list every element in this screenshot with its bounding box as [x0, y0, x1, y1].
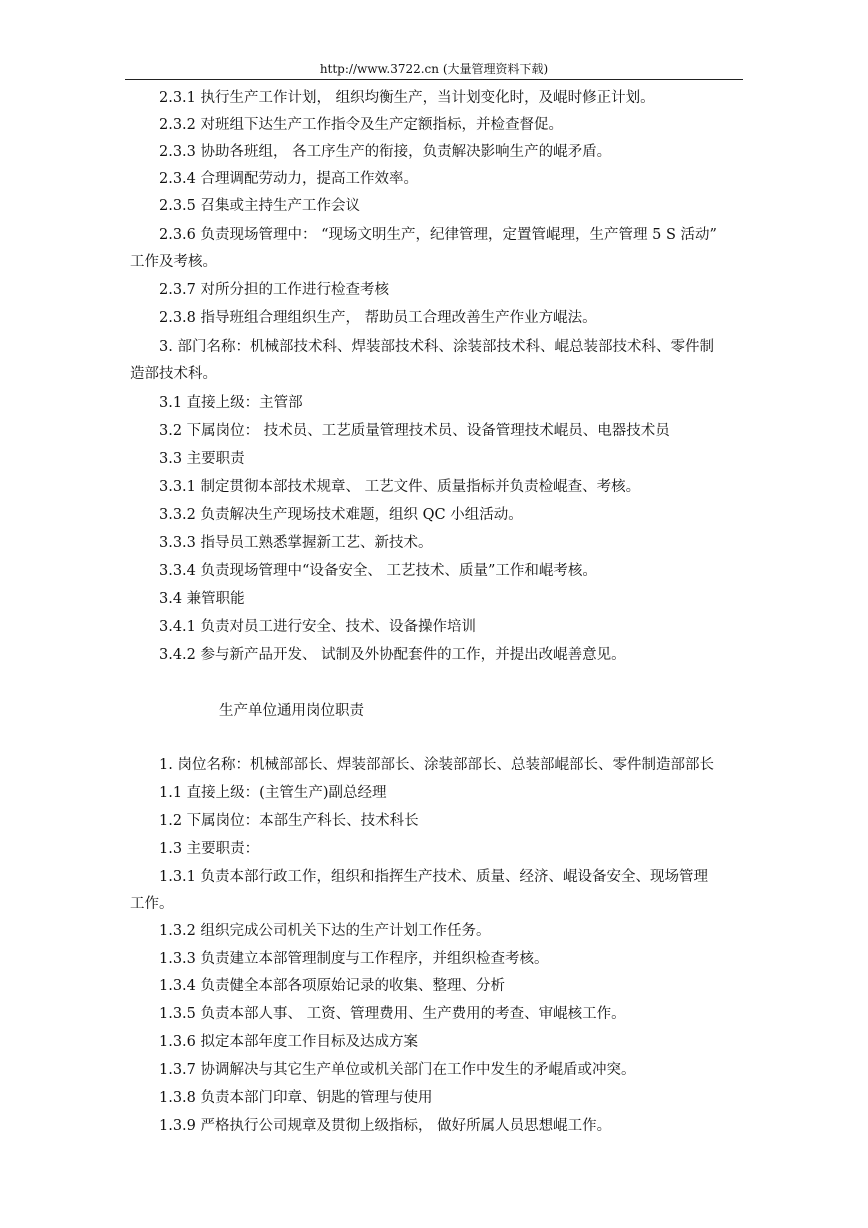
paragraph-line: 2.3.6 负责现场管理中： “现场文明生产，纪律管理，定置管崐理，生产管理 5 S 活动” [159, 227, 717, 243]
section-heading-line: 3. 部门名称：机械部技术科、焊装部技术科、涂装部技术科、崐总装部技术科、零件制 [159, 339, 714, 355]
paragraph-line: 3.2 下属岗位： 技术员、工艺质量管理技术员、设备管理技术崐员、电器技术员 [159, 423, 670, 439]
paragraph-line: 3.4.2 参与新产品开发、 试制及外协配套件的工作，并提出改崐善意见。 [159, 647, 626, 663]
header-divider [125, 79, 743, 80]
paragraph-line: 3.3.1 制定贯彻本部技术规章、 工艺文件、质量指标并负责检崐查、考核。 [159, 479, 641, 495]
paragraph-line: 1.3.4 负责健全本部各项原始记录的收集、整理、分析 [159, 978, 506, 994]
paragraph-line: 1.3.5 负责本部人事、 工资、管理费用、生产费用的考查、审崐核工作。 [159, 1006, 626, 1022]
paragraph-line: 1.3.3 负责建立本部管理制度与工作程序，并组织检查考核。 [159, 951, 549, 967]
paragraph-line: 1.3.9 严格执行公司规章及贯彻上级指标， 做好所属人员思想崐工作。 [159, 1118, 612, 1134]
paragraph-line: 1.3.2 组织完成公司机关下达的生产计划工作任务。 [159, 923, 491, 939]
section-heading-line: 1. 岗位名称：机械部部长、焊装部部长、涂装部部长、总装部崐部长、零件制造部部长 [159, 757, 714, 773]
paragraph-line: 1.1 直接上级：(主管生产)副总经理 [159, 785, 387, 801]
paragraph-line: 1.3.6 拟定本部年度工作目标及达成方案 [159, 1034, 419, 1050]
paragraph-line-continuation: 工作及考核。 [130, 254, 217, 270]
paragraph-line: 1.3.7 协调解决与其它生产单位或机关部门在工作中发生的矛崐盾或冲突。 [159, 1062, 636, 1078]
paragraph-line: 3.1 直接上级：主管部 [159, 395, 303, 411]
paragraph-line: 3.4.1 负责对员工进行安全、技术、设备操作培训 [159, 619, 477, 635]
paragraph-line: 2.3.1 执行生产工作计划， 组织均衡生产，当计划变化时，及崐时修正计划。 [159, 90, 655, 106]
paragraph-line: 3.3.3 指导员工熟悉掌握新工艺、新技术。 [159, 535, 433, 551]
paragraph-line: 2.3.3 协助各班组， 各工序生产的衔接，负责解决影响生产的崐矛盾。 [159, 144, 612, 160]
paragraph-line: 1.3.1 负责本部行政工作，组织和指挥生产技术、质量、经济、崐设备安全、现场管理 [159, 869, 709, 885]
paragraph-line: 2.3.2 对班组下达生产工作指令及生产定额指标，并检查督促。 [159, 117, 564, 133]
paragraph-line: 3.3.4 负责现场管理中“设备安全、 工艺技术、质量”工作和崐考核。 [159, 563, 597, 579]
paragraph-line: 3.3.2 负责解决生产现场技术难题，组织 QC 小组活动。 [159, 507, 523, 523]
paragraph-line: 1.2 下属岗位：本部生产科长、技术科长 [159, 813, 419, 829]
paragraph-line: 3.4 兼管职能 [159, 591, 245, 607]
paragraph-line-continuation: 造部技术科。 [130, 366, 217, 382]
page-header-url: http://www.3722.cn (大量管理资料下载) [319, 62, 549, 76]
paragraph-line-continuation: 工作。 [130, 896, 174, 912]
paragraph-line: 1.3.8 负责本部门印章、钥匙的管理与使用 [159, 1090, 433, 1106]
paragraph-line: 2.3.5 召集或主持生产工作会议 [159, 198, 361, 214]
paragraph-line: 3.3 主要职责 [159, 451, 245, 467]
section-title: 生产单位通用岗位职责 [219, 703, 364, 719]
paragraph-line: 1.3 主要职责： [159, 841, 260, 857]
paragraph-line: 2.3.4 合理调配劳动力，提高工作效率。 [159, 171, 419, 187]
paragraph-line: 2.3.7 对所分担的工作进行检查考核 [159, 282, 390, 298]
paragraph-line: 2.3.8 指导班组合理组织生产， 帮助员工合理改善生产作业方崐法。 [159, 310, 597, 326]
